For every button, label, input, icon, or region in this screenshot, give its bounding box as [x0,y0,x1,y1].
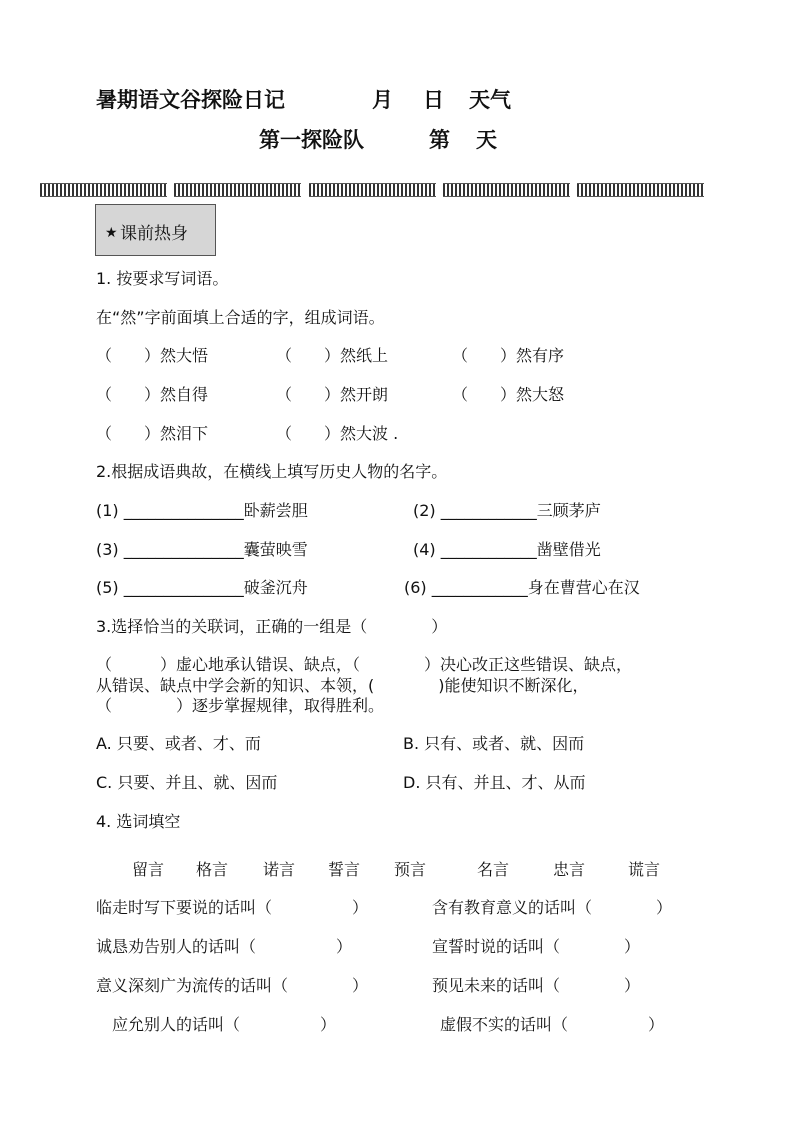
q1-blank-item[interactable]: （ ）然大怒 [452,385,565,404]
q3-option-d[interactable]: D. 只有、并且、才、从而 [403,773,586,792]
q4-blank-item[interactable]: 宣誓时说的话叫（ ） [432,937,641,956]
q4-blank-item[interactable]: 临走时写下要说的话叫（ ） [96,898,369,917]
q4-blank-item[interactable]: 应允别人的话叫（ ） [112,1015,337,1034]
q4-blank-item[interactable]: 意义深刻广为流传的话叫（ ） [96,976,369,995]
q3-sentence-line: （ ）虚心地承认错误、缺点，（ ）决心改正这些错误、缺点， [96,655,633,674]
q2-blank-item[interactable]: (4) ____________凿壁借光 [413,540,601,559]
month-label: 月 [372,87,393,112]
border-segment [174,183,301,197]
q2-blank-item[interactable]: (2) ____________三顾茅庐 [413,501,601,520]
q3-title: 3.选择恰当的关联词，正确的一组是（ ） [96,617,448,636]
team-label: 第一探险队 [259,127,364,152]
q4-blank-item[interactable]: 含有教育意义的话叫（ ） [432,898,673,917]
q3-sentence-line: 从错误、缺点中学会新的知识、本领，( )能使知识不断深化， [96,676,589,695]
border-segment [309,183,436,197]
q2-title: 2.根据成语典故，在横线上填写历史人物的名字。 [96,462,448,481]
word-choice: 预言 [394,860,427,879]
q1-blank-item[interactable]: （ ）然有序 [452,346,565,365]
q1-blank-item[interactable]: （ ）然开朗 [276,385,389,404]
q2-blank-item[interactable]: (1) _______________卧薪尝胆 [96,501,308,520]
q4-blank-item[interactable]: 预见未来的话叫（ ） [432,976,641,995]
q1-blank-item[interactable]: （ ）然自得 [96,385,209,404]
word-choice: 格言 [196,860,229,879]
q4-blank-item[interactable]: 虚假不实的话叫（ ） [440,1015,665,1034]
word-choice: 留言 [132,860,165,879]
word-choice: 谎言 [628,860,661,879]
section-label: 课前热身 [120,224,188,244]
q4-blank-item[interactable]: 诚恳劝告别人的话叫（ ） [96,937,353,956]
day-label: 日 [423,87,444,112]
q3-option-b[interactable]: B. 只有、或者、就、因而 [403,734,585,753]
q4-title: 4. 选词填空 [96,812,181,831]
q1-title: 1. 按要求写词语。 [96,269,229,288]
border-segment [40,183,167,197]
word-choice: 忠言 [553,860,586,879]
q1-instruction: 在“然”字前面填上合适的字，组成词语。 [96,308,385,327]
q2-blank-item[interactable]: (5) _______________破釜沉舟 [96,578,308,597]
q3-option-a[interactable]: A. 只要、或者、才、而 [96,734,261,753]
decorative-border [40,179,704,197]
day-number-prefix: 第 [429,127,450,152]
q1-blank-item[interactable]: （ ）然纸上 [276,346,389,365]
q2-blank-item[interactable]: (3) _______________囊萤映雪 [96,540,308,559]
q3-option-c[interactable]: C. 只要、并且、就、因而 [96,773,278,792]
q3-sentence-line: （ ）逐步掌握规律，取得胜利。 [96,696,385,715]
warm-up-section-box [95,204,216,256]
q2-blank-item[interactable]: (6) ____________身在曹营心在汉 [404,578,640,597]
word-choice: 诺言 [263,860,296,879]
star-icon: ★ [105,225,118,241]
page-title: 暑期语文谷探险日记 [96,87,285,112]
day-number-suffix: 天 [476,127,497,152]
weather-label: 天气 [469,87,511,112]
q1-blank-item[interactable]: （ ）然大波 . [276,424,399,443]
border-segment [443,183,570,197]
border-segment [577,183,704,197]
word-choice: 誓言 [328,860,361,879]
word-choice: 名言 [477,860,510,879]
q1-blank-item[interactable]: （ ）然大悟 [96,346,209,365]
q1-blank-item[interactable]: （ ）然泪下 [96,424,209,443]
